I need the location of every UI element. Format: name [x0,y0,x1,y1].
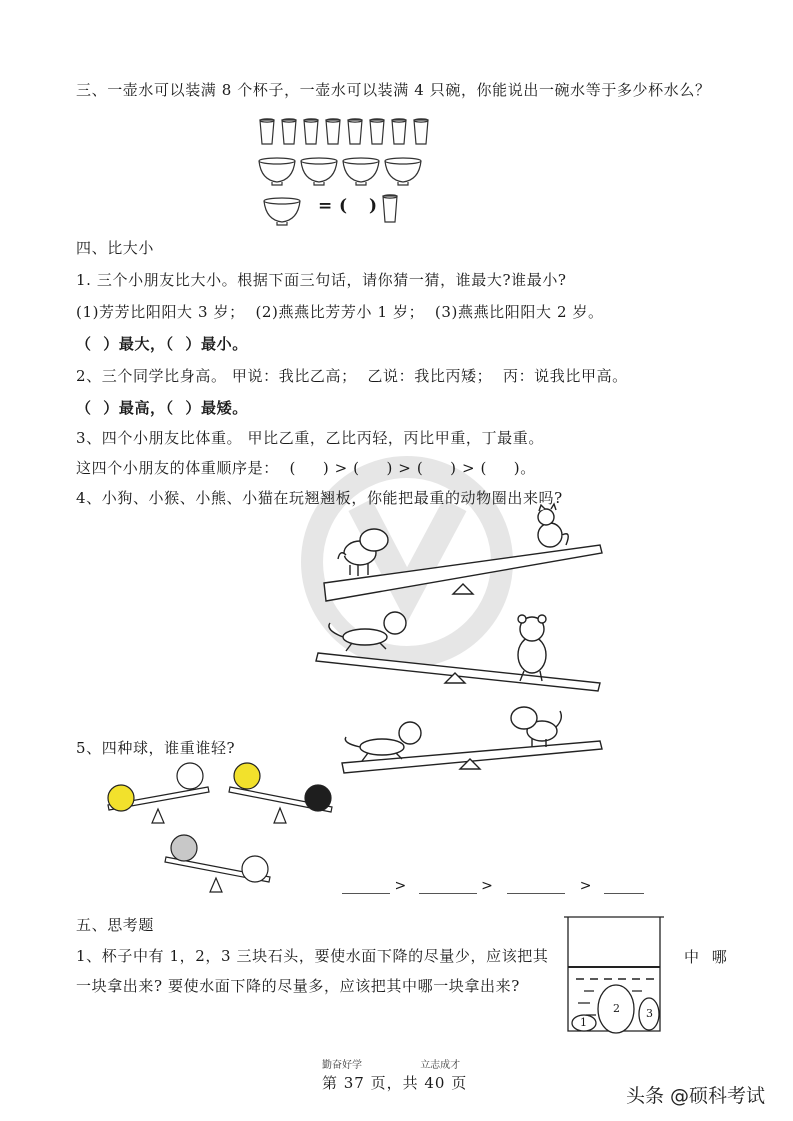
footer-motto [322,1056,515,1071]
q5-question: 5、四种球，谁重谁轻? [76,739,236,757]
seesaw-pivot-1 [453,584,473,594]
yellow-ball [234,763,260,789]
s5-q1-line1-tail: 中 哪 [684,948,731,966]
greater-than-sign: > [579,878,592,894]
answer-blank-1[interactable] [342,879,390,894]
q2-answer-blanks[interactable]: （ ）最高，（ ）最矮。 [76,399,248,417]
seesaw-illustrations [310,505,610,785]
q1-question: 1. 三个小朋友比大小。根据下面三句话，请你猜一猜，谁最大?谁最小? [76,271,567,289]
seesaw-board-2 [316,653,600,691]
balance-pivot-1 [152,809,164,823]
q3-answer-blanks[interactable]: 这四个小朋友的体重顺序是： ( ) > ( ) > ( ) > ( )。 [76,459,536,477]
black-ball [305,785,331,811]
paren-close: ) [369,196,378,216]
beaker-with-stones [562,915,672,1035]
cups-bowls-illustration [258,118,448,228]
answer-blank-2[interactable] [419,879,477,894]
white-ball [177,763,203,789]
q1-answer-blanks[interactable]: （ ）最大，（ ）最小。 [76,335,248,353]
paren-open: ( [339,196,348,216]
brand-watermark: 头条 @硕科考试 [626,1085,766,1107]
equals-sign: = [318,196,333,216]
q4-question: 4、小狗、小猴、小熊、小猫在玩翘翘板，你能把最重的动物圈出来吗? [76,489,563,507]
white-ball [242,856,268,882]
q5-answer-blanks[interactable] [342,878,644,894]
cup-row [260,119,428,144]
greater-than-sign: > [394,878,407,894]
bowl-row [259,158,421,185]
motto-left: 勤奋好学 [322,1060,362,1071]
q3-question: 3、四个小朋友比体重。 甲比乙重，乙比丙轻，丙比甲重，丁最重。 [76,429,544,447]
q2-question: 2、三个同学比身高。 甲说：我比乙高； 乙说：我比丙矮； 丙：说我比甲高。 [76,367,628,385]
monkey-icon [329,612,406,651]
greater-than-sign: > [481,878,493,894]
q1-clues: (1)芳芳比阳阳大 3 岁； (2)燕燕比芳芳小 1 岁； (3)燕燕比阳阳大 2 岁。 [76,303,604,321]
gray-ball [171,835,197,861]
answer-blank-4[interactable] [604,879,644,894]
ball-balances [100,765,340,900]
monkey-icon [345,722,421,761]
stone-label-3: 3 [646,1007,653,1020]
s5-q1-line2: 一块拿出来? 要使水面下降的尽量多，应该把其中哪一块拿出来? [76,977,520,995]
stone-label-2: 2 [613,1002,620,1015]
balance-pivot-3 [210,878,222,892]
motto-right: 立志成才 [420,1060,461,1071]
cat-icon [538,504,568,547]
stone-label-1: 1 [580,1016,587,1029]
section3-question: 三、一壶水可以装满 8 个杯子，一壶水可以装满 4 只碗，你能说出一碗水等于多少杯水么？ [76,81,711,99]
section4-title: 四、比大小 [76,239,155,257]
s5-q1-line1: 1、杯子中有 1，2，3 三块石头，要使水面下降的尽量少，应该把其 [76,947,549,965]
dog-icon [511,707,561,747]
bear-icon [518,615,546,681]
yellow-ball [108,785,134,811]
page-number: 第 37 页，共 40 页 [322,1074,468,1092]
dog-icon [338,529,388,576]
balance-pivot-2 [274,808,286,823]
answer-blank-3[interactable] [507,879,565,894]
section5-title: 五、思考题 [76,916,155,934]
